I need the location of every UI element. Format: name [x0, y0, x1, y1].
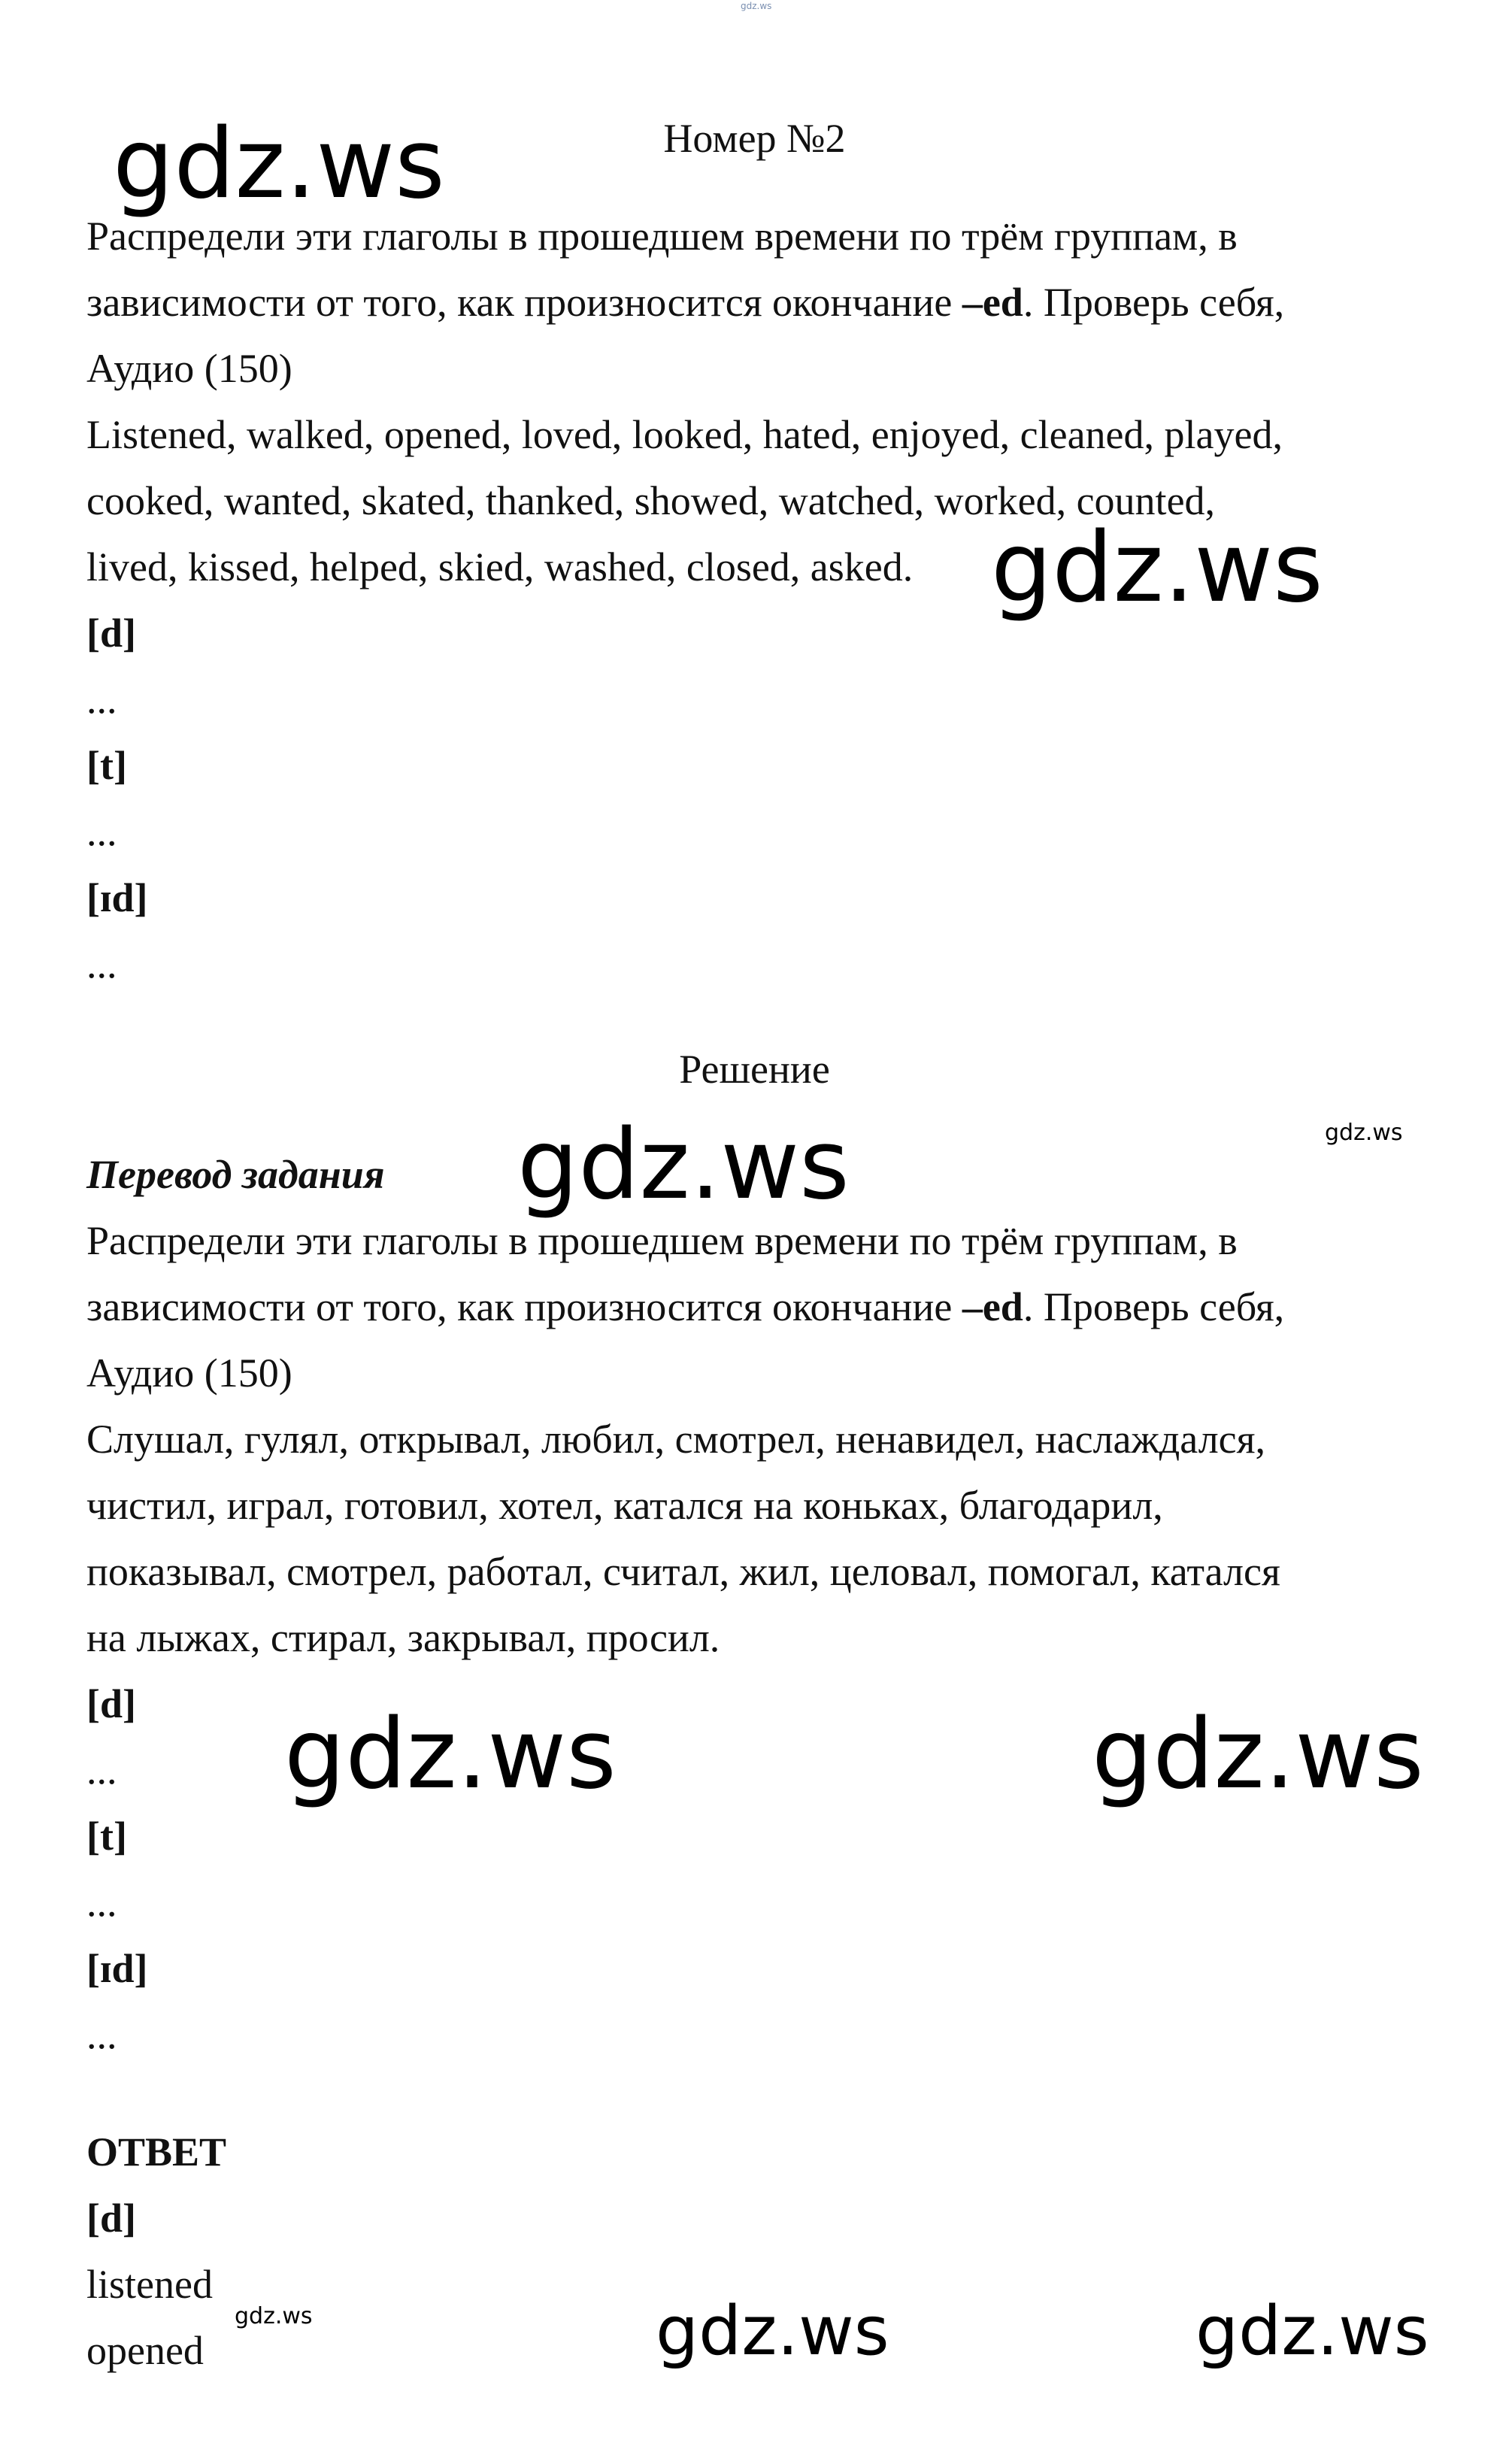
translation-words-line-2: чистил, играл, готовил, хотел, катался на коньках, благодарил,	[86, 1483, 1163, 1528]
group-placeholder-t: ...	[86, 809, 117, 854]
watermark: gdz.ws	[1195, 2292, 1429, 2371]
group-label-t: [t]	[86, 743, 127, 788]
translation-line-3: Аудио (150)	[86, 1350, 292, 1396]
translation-group-label-t: [t]	[86, 1814, 127, 1859]
translation-heading: Перевод задания	[86, 1152, 385, 1197]
word-list-line-3: lived, kissed, helped, skied, washed, closed, asked.	[86, 544, 914, 589]
watermark: gdz.ws	[991, 512, 1323, 624]
page-title: Номер №2	[663, 116, 846, 161]
translation-group-placeholder-d: ...	[86, 1747, 117, 1793]
word-list-line-1: Listened, walked, opened, loved, looked, hated, enjoyed, cleaned, played,	[86, 412, 1283, 457]
watermark: gdz.ws	[656, 2292, 889, 2371]
translation-line-1: Распредели эти глаголы в прошедшем времени по трём группам, в	[86, 1218, 1238, 1263]
translation-group-label-id: [ɪd]	[86, 1946, 148, 1991]
answer-item: listened	[86, 2262, 213, 2307]
translation-group-placeholder-id: ...	[86, 2012, 117, 2057]
translation-words-line-3: показывал, смотрел, работал, считал, жил, целовал, помогал, катался	[86, 1549, 1280, 1594]
watermark: gdz.ws	[113, 108, 445, 220]
solution-heading: Решение	[679, 1047, 830, 1092]
group-placeholder-d: ...	[86, 677, 117, 722]
task-line-2: зависимости от того, как произносится окончание –ed. Проверь себя,	[86, 280, 1285, 325]
ending-ed: –ed	[962, 280, 1023, 325]
word-list-line-2: cooked, wanted, skated, thanked, showed, watched, worked, counted,	[86, 478, 1216, 523]
translation-group-label-d: [d]	[86, 1681, 136, 1726]
translation-line-2: зависимости от того, как произносится окончание –ed. Проверь себя,	[86, 1284, 1285, 1329]
watermark-tiny: gdz.ws	[741, 1, 772, 11]
answer-item: opened	[86, 2328, 204, 2373]
translation-words-line-4: на лыжах, стирал, закрывал, просил.	[86, 1615, 720, 1660]
translation-words-line-1: Слушал, гулял, открывал, любил, смотрел, ненавидел, наслаждался,	[86, 1417, 1265, 1462]
watermark-small: gdz.ws	[235, 2303, 313, 2329]
watermark: gdz.ws	[284, 1699, 617, 1811]
group-label-d: [d]	[86, 611, 136, 656]
watermark: gdz.ws	[517, 1109, 850, 1221]
translation-group-placeholder-t: ...	[86, 1880, 117, 1925]
answer-heading: ОТВЕТ	[86, 2129, 227, 2175]
watermark: gdz.ws	[1092, 1699, 1424, 1811]
translation-ending-ed: –ed	[962, 1284, 1023, 1329]
watermark-small: gdz.ws	[1325, 1120, 1403, 1146]
task-line-3: Аудио (150)	[86, 346, 292, 391]
answer-group-label-d: [d]	[86, 2196, 136, 2241]
group-label-id: [ɪd]	[86, 875, 148, 920]
task-line-1: Распредели эти глаголы в прошедшем времени по трём группам, в	[86, 214, 1238, 259]
group-placeholder-id: ...	[86, 941, 117, 987]
